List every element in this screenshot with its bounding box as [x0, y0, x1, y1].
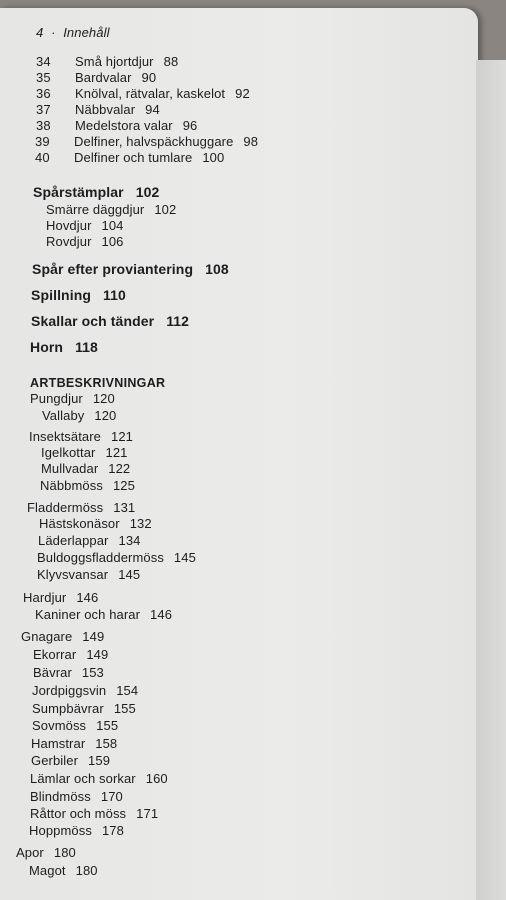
- toc-title: Igelkottar: [41, 445, 96, 460]
- toc-title: Skallar och tänder: [31, 313, 155, 329]
- toc-page: 121: [105, 445, 128, 460]
- header-separator: ·: [51, 25, 56, 40]
- toc-title: Vallaby: [42, 408, 85, 423]
- toc-entry: [36, 102, 160, 118]
- toc-page: 149: [82, 629, 105, 644]
- toc-subentry: [46, 218, 124, 234]
- toc-title: Bardvalar: [75, 70, 132, 85]
- toc-title: Mullvadar: [41, 461, 99, 476]
- toc-subentry: [30, 806, 158, 822]
- toc-page: 100: [202, 150, 225, 165]
- toc-number: 35: [36, 70, 51, 85]
- toc-title: Sovmöss: [32, 718, 87, 733]
- toc-page: 120: [94, 408, 117, 423]
- toc-page: 149: [86, 647, 109, 662]
- toc-page: 146: [150, 607, 173, 622]
- toc-title: Hardjur: [23, 590, 67, 605]
- toc-page: 145: [118, 567, 141, 582]
- toc-title: Delfiner, halvspäckhuggare: [74, 134, 234, 149]
- toc-page: 180: [53, 845, 76, 860]
- toc-title: Gnagare: [21, 629, 73, 644]
- toc-subentry: [32, 718, 118, 734]
- toc-page: 122: [108, 461, 131, 476]
- toc-page: 102: [154, 202, 177, 217]
- toc-page: 131: [113, 500, 136, 515]
- toc-title: Buldoggsfladdermöss: [37, 550, 164, 565]
- next-page-edge: [476, 60, 506, 900]
- toc-title: Läderlappar: [38, 533, 109, 548]
- toc-title: Rovdjur: [46, 234, 92, 249]
- toc-title: Smärre däggdjur: [46, 202, 145, 217]
- toc-title: Horn: [30, 339, 64, 355]
- toc-page: 180: [75, 863, 98, 878]
- toc-page: 98: [243, 134, 259, 149]
- toc-title: Hamstrar: [31, 736, 86, 751]
- toc-group: [29, 429, 133, 445]
- toc-title: Ekorrar: [33, 647, 77, 662]
- toc-title: Blindmöss: [30, 789, 91, 804]
- toc-entry: [36, 70, 156, 86]
- toc-entry: [35, 134, 258, 150]
- toc-number: 34: [36, 54, 51, 69]
- toc-page: 121: [111, 429, 134, 444]
- toc-title: Näbbvalar: [75, 102, 136, 117]
- toc-section: [33, 184, 159, 200]
- toc-page: 90: [141, 70, 157, 85]
- toc-page: 112: [166, 313, 190, 329]
- toc-page: 102: [135, 184, 160, 200]
- toc-group: [27, 500, 135, 516]
- running-header: [36, 25, 110, 41]
- toc-entry: [36, 54, 178, 70]
- toc-heading: ARTBESKRIVNINGAR: [30, 376, 166, 390]
- toc-subentry: [41, 445, 127, 461]
- toc-title: Klyvsvansar: [37, 567, 109, 582]
- toc-subentry: [37, 550, 196, 566]
- toc-page: 96: [182, 118, 198, 133]
- toc-page: 92: [235, 86, 250, 101]
- toc-title: Gerbiler: [31, 753, 79, 768]
- toc-subentry: [29, 823, 124, 839]
- toc-title: Jordpiggsvin: [32, 683, 107, 698]
- toc-subentry: [40, 478, 135, 494]
- toc-title: Knölval, rätvalar, kaskelot: [75, 86, 226, 101]
- toc-subentry: [33, 665, 104, 681]
- toc-group: [30, 391, 115, 407]
- toc-subentry: [39, 516, 152, 532]
- toc-entry: [35, 150, 224, 166]
- toc-section: [31, 287, 126, 303]
- toc-group: [16, 845, 76, 861]
- toc-number: 40: [35, 150, 50, 165]
- toc-title: Insektsätare: [29, 429, 102, 444]
- toc-title: Fladdermöss: [27, 500, 104, 515]
- toc-title: Delfiner och tumlare: [74, 150, 193, 165]
- toc-page: 146: [76, 590, 99, 605]
- toc-title: Lämlar och sorkar: [30, 771, 136, 786]
- toc-entry: [36, 118, 197, 134]
- toc-title: Spår efter proviantering: [32, 261, 194, 277]
- toc-page: 159: [88, 753, 111, 768]
- header-section: Innehåll: [63, 25, 110, 40]
- toc-subentry: [29, 863, 98, 879]
- toc-title: Små hjortdjur: [75, 54, 154, 69]
- toc-page: 154: [116, 683, 139, 698]
- toc-number: 39: [35, 134, 50, 149]
- toc-section: [30, 339, 98, 355]
- toc-page: 155: [96, 718, 119, 733]
- toc-page: 160: [145, 771, 168, 786]
- toc-section: [31, 313, 189, 329]
- header-page-number: 4: [36, 25, 44, 40]
- toc-title: Råttor och möss: [30, 806, 127, 821]
- toc-page: 171: [136, 806, 159, 821]
- toc-subentry: [38, 533, 141, 549]
- toc-title: Sumpbävrar: [32, 701, 104, 716]
- toc-page: 153: [81, 665, 104, 680]
- toc-page: 94: [145, 102, 160, 117]
- toc-page: 132: [129, 516, 152, 531]
- toc-subentry: [32, 683, 138, 699]
- toc-subentry: [30, 789, 123, 805]
- toc-title: Hovdjur: [46, 218, 92, 233]
- toc-subentry: [31, 753, 110, 769]
- toc-page: 178: [101, 823, 124, 838]
- toc-subentry: [33, 647, 108, 663]
- toc-page: 104: [101, 218, 124, 233]
- toc-title: Apor: [16, 845, 44, 860]
- toc-page: 106: [101, 234, 124, 249]
- toc-title: Pungdjur: [30, 391, 83, 406]
- toc-page: 134: [118, 533, 141, 548]
- toc-page: 158: [95, 736, 118, 751]
- toc-title: Spillning: [31, 287, 92, 303]
- toc-title: Hästskonäsor: [39, 516, 120, 531]
- toc-subentry: [46, 202, 176, 218]
- toc-title: Näbbmöss: [40, 478, 103, 493]
- toc-title: Hoppmöss: [29, 823, 92, 838]
- toc-entry: [36, 86, 250, 102]
- toc-page: 125: [112, 478, 135, 493]
- toc-title: Bävrar: [33, 665, 72, 680]
- toc-title: Medelstora valar: [75, 118, 173, 133]
- toc-page: 145: [173, 550, 196, 565]
- toc-page: 110: [103, 287, 126, 303]
- toc-page: 155: [113, 701, 136, 716]
- toc-page: 120: [92, 391, 115, 406]
- toc-number: 37: [36, 102, 51, 117]
- toc-subentry: [31, 736, 117, 752]
- toc-number: 36: [36, 86, 51, 101]
- toc-subentry: [42, 408, 116, 424]
- toc-title: Kaniner och harar: [35, 607, 141, 622]
- toc-subentry: [37, 567, 140, 583]
- toc-title: Spårstämplar: [33, 184, 124, 200]
- toc-subentry: [41, 461, 130, 477]
- toc-section: [32, 261, 229, 277]
- book-page: [0, 8, 478, 900]
- toc-group: [21, 629, 104, 645]
- toc-page: 108: [205, 261, 229, 277]
- toc-title: Magot: [29, 863, 66, 878]
- toc-group: [23, 590, 98, 606]
- toc-subentry: [30, 771, 168, 787]
- toc-page: 118: [75, 339, 98, 355]
- toc-subentry: [46, 234, 124, 250]
- toc-number: 38: [36, 118, 51, 133]
- toc-subentry: [35, 607, 172, 623]
- toc-page: 170: [100, 789, 123, 804]
- toc-page: 88: [163, 54, 179, 69]
- toc-subentry: [32, 701, 136, 717]
